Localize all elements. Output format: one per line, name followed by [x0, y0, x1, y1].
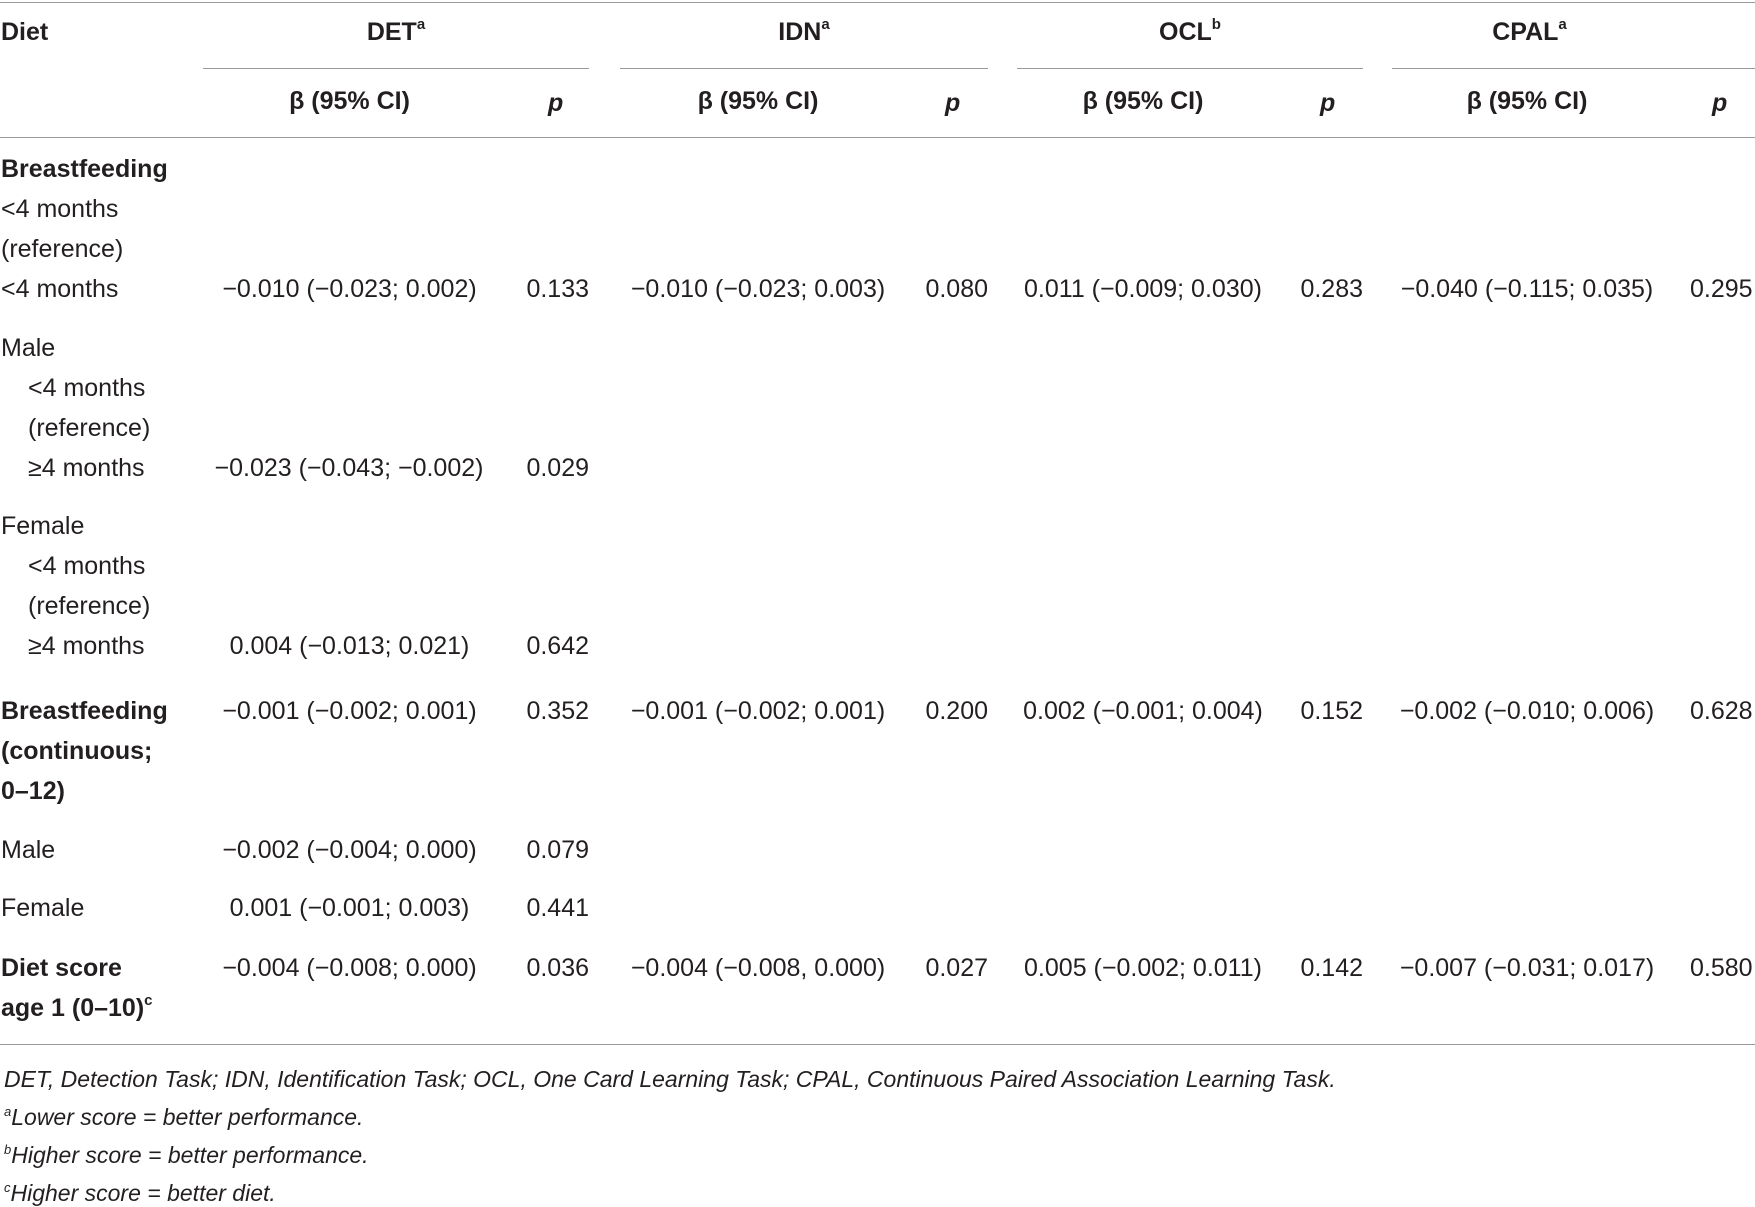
diet-det-p: 0.036	[526, 954, 589, 982]
row-label-bf-ref-reference: (reference)	[1, 235, 124, 263]
cpal-beta-header: β (95% CI)	[1466, 87, 1588, 115]
bf-ocl-p: 0.283	[1300, 275, 1363, 303]
diet-ocl-p: 0.142	[1300, 954, 1363, 982]
diet-cpal-beta: −0.007 (−0.031; 0.017)	[1399, 954, 1655, 982]
ocl-header-sup: b	[1211, 15, 1221, 33]
row-label-male-months: ≥4 months	[28, 454, 145, 482]
bf-det-beta: −0.010 (−0.023; 0.002)	[222, 275, 477, 303]
det-header-sup: a	[416, 15, 426, 33]
cpal-p-header: p	[1712, 89, 1728, 117]
bfc-ocl-beta: 0.002 (−0.001; 0.004)	[1023, 697, 1263, 725]
diet-cpal-p: 0.580	[1690, 954, 1753, 982]
det-group-rule	[203, 68, 589, 69]
det-p-header: p	[548, 89, 564, 117]
footnote-c	[4, 1179, 276, 1207]
idn-beta-header: β (95% CI)	[697, 87, 819, 115]
row-label-diet-score-2-text: age 1 (0–10)	[1, 994, 145, 1022]
idn-group-rule	[620, 68, 988, 69]
diet-det-beta: −0.004 (−0.008; 0.000)	[222, 954, 477, 982]
footnote-a	[4, 1103, 363, 1131]
cpal-group-rule	[1392, 68, 1755, 69]
top-rule	[0, 2, 1755, 3]
female-det-beta: 0.004 (−0.013; 0.021)	[229, 632, 470, 660]
bfc-idn-p: 0.200	[925, 697, 988, 725]
row-label-bfc-male: Male	[1, 836, 56, 864]
male-det-p: 0.029	[526, 454, 589, 482]
idn-header	[620, 17, 988, 47]
footnote-c-text: Higher score = better diet.	[10, 1180, 276, 1206]
diet-ocl-beta: 0.005 (−0.002; 0.011)	[1024, 954, 1262, 982]
male-det-beta: −0.023 (−0.043; −0.002)	[214, 454, 484, 482]
row-label-male-ref-months: <4 months	[28, 374, 146, 402]
row-label-bfc-3: 0–12)	[1, 777, 65, 805]
row-label-female-ref-months: <4 months	[28, 552, 146, 580]
det-beta-header: β (95% CI)	[289, 87, 410, 115]
diet-idn-p: 0.027	[925, 954, 988, 982]
bf-det-p: 0.133	[526, 275, 589, 303]
bf-cpal-beta: −0.040 (−0.115; 0.035)	[1400, 275, 1654, 303]
ocl-header	[1017, 17, 1363, 47]
row-label-diet-score-2	[1, 993, 152, 1023]
footnote-a-text: Lower score = better performance.	[11, 1104, 364, 1130]
bfc-ocl-p: 0.152	[1300, 697, 1363, 725]
cpal-header-label: CPAL	[1492, 18, 1559, 46]
diet-header: Diet	[1, 18, 49, 46]
idn-header-label: IDN	[778, 18, 822, 46]
bf-idn-beta: −0.010 (−0.023; 0.003)	[630, 275, 886, 303]
row-label-bf-months: <4 months	[1, 275, 119, 303]
bfc-cpal-beta: −0.002 (−0.010; 0.006)	[1399, 697, 1655, 725]
footnote-abbreviations: DET, Detection Task; IDN, Identification Task; OCL, One Card Learning Task; CPAL, Continuous Paired Association Learning Task.	[4, 1066, 1336, 1092]
row-label-breastfeeding: Breastfeeding	[1, 155, 168, 183]
cpal-header-sup: a	[1558, 15, 1567, 33]
body-bottom-rule	[0, 1044, 1755, 1045]
row-label-female-ref-reference: (reference)	[28, 592, 151, 620]
row-label-diet-score-1: Diet score	[1, 954, 122, 982]
footnote-b-sup: b	[4, 1142, 12, 1158]
diet-idn-beta: −0.004 (−0.008, 0.000)	[630, 954, 886, 982]
row-label-bfc-female: Female	[1, 894, 85, 922]
idn-header-sup: a	[821, 15, 830, 33]
bf-idn-p: 0.080	[925, 275, 988, 303]
idn-p-header: p	[945, 89, 961, 117]
det-header	[203, 17, 589, 47]
row-label-male: Male	[1, 334, 56, 362]
cpal-header	[1392, 17, 1667, 47]
footnote-a-sup: a	[4, 1104, 12, 1120]
bfc-det-beta: −0.001 (−0.002; 0.001)	[222, 697, 477, 725]
row-label-bfc-1: Breastfeeding	[1, 697, 168, 725]
bfc-female-det-p: 0.441	[526, 894, 589, 922]
ocl-p-header: p	[1320, 89, 1336, 117]
row-label-diet-score-sup: c	[144, 991, 153, 1009]
bfc-female-det-beta: 0.001 (−0.001; 0.003)	[229, 894, 470, 922]
ocl-header-label: OCL	[1159, 18, 1212, 46]
row-label-bf-ref-months: <4 months	[1, 195, 119, 223]
bfc-idn-beta: −0.001 (−0.002; 0.001)	[630, 697, 886, 725]
bfc-male-det-beta: −0.002 (−0.004; 0.000)	[222, 836, 477, 864]
header-bottom-rule	[0, 137, 1755, 138]
ocl-beta-header: β (95% CI)	[1082, 87, 1204, 115]
row-label-female: Female	[1, 512, 85, 540]
ocl-group-rule	[1017, 68, 1363, 69]
female-det-p: 0.642	[526, 632, 589, 660]
bf-cpal-p: 0.295	[1690, 275, 1753, 303]
bfc-cpal-p: 0.628	[1690, 697, 1753, 725]
bf-ocl-beta: 0.011 (−0.009; 0.030)	[1024, 275, 1262, 303]
footnote-b-text: Higher score = better performance.	[11, 1142, 369, 1168]
row-label-female-months: ≥4 months	[28, 632, 145, 660]
det-header-label: DET	[366, 18, 417, 46]
bfc-det-p: 0.352	[526, 697, 589, 725]
row-label-bfc-2: (continuous;	[1, 737, 153, 765]
footnote-c-sup: c	[4, 1180, 11, 1196]
footnote-b	[4, 1141, 369, 1169]
row-label-male-ref-reference: (reference)	[28, 414, 151, 442]
bfc-male-det-p: 0.079	[526, 836, 589, 864]
